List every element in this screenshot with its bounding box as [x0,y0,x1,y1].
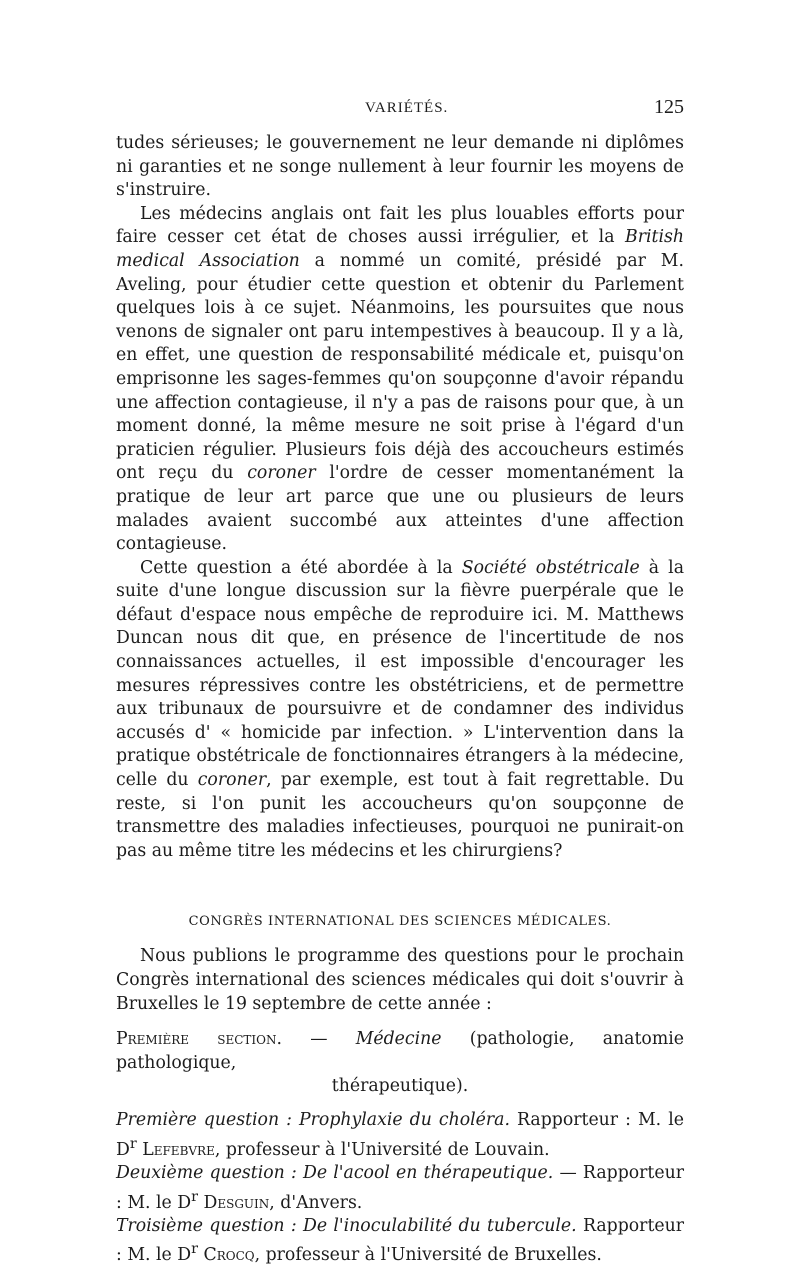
society-name: British medical Association [116,227,684,271]
coroner-term: coroner [197,770,267,791]
question-title: De l'inoculabilité du tubercule. [302,1215,577,1236]
page-header [116,96,684,132]
question-item: Deuxième question : De l'acool en thérapeutique. — Rapporteur : M. le $D^r$ Desguin, d'Anvers. [116,1162,684,1213]
section-label: Première section. [116,1029,282,1050]
congress-intro: Nous publions le programme des questions pour le prochain Congrès international des sciences médicales qui doit s'ouvrir à Bruxelles le 19 septembre de cette année : [116,946,684,1014]
page-number: 125 [654,96,684,118]
document-page [116,96,684,1268]
section-heading: CONGRÈS INTERNATIONAL DES SCIENCES MÉDICALES. [188,914,612,930]
coroner-term: coroner [247,463,316,484]
question-item: Première question : Prophylaxie du choléra. Rapporteur : M. le $D^r$ Lefebvre, professeur à l'Université de Louvain. [116,1109,684,1160]
rapporteur-name: Desguin [198,1192,270,1213]
section-subject-continued: thérapeutique). [331,1076,469,1097]
first-section-line: Première section. — Médecine (pathologie, anatomie pathologique, thérapeutique). [116,1028,684,1099]
rapporteur-name: Crocq [198,1245,255,1266]
paragraph-obstetric-society: Cette question a été abordée à la Société obstétricale à la suite d'une longue discussion sur la fièvre puerpérale que le défaut d'espace nous empêche de reproduire ici. M. Matthews Duncan nous dit que, en présence de l'incertitude de nos connaissances actuelles, il est impossible d'encourager les mesures répressives contre les obstétriciens, et de permettre aux tribunaux de poursuivre et de condamner des individus accusés d' « homicide par infection. » L'intervention dans la pratique obstétricale de fonctionnaires étrangers à la médecine, celle du coroner, par exemple, est tout à fait regrettable. Du reste, si l'on punit les accoucheurs qu'on soupçonne de transmettre des maladies infectieuses, pourquoi ne punirait-on pas au même titre les médecins et les chirurgiens? [116,557,684,861]
question-title: Prophylaxie du choléra. [299,1109,510,1130]
question-list [116,1109,684,1268]
paragraph-continued: tudes sérieuses; le gouvernement ne leur demande ni diplômes ni garanties et ne songe nullement à leur fournir les moyens de s'instruire. [116,133,684,201]
rapporteur-name: Lefebvre [136,1139,215,1160]
question-item: Troisième question : De l'inoculabilité du tubercule. Rapporteur : M. le $D^r$ Crocq, professeur à l'Université de Bruxelles. [116,1215,685,1266]
paragraph-british-association: Les médecins anglais ont fait les plus louables efforts pour faire cesser cet état de choses aussi irrégulier, et la British medical Association a nommé un comité, présidé par M. Aveling, pour étudier cette question et obtenir du Parlement quelques lois à ce sujet. Néanmoins, les poursuites que nous venons de signaler ont paru intempestives à beaucoup. Il y a là, en effet, une question de responsabilité médicale et, puisqu'on emprisonne les sages-femmes qu'on soupçonne d'avoir répandu une affection contagieuse, il n'y a pas de raisons pour que, à un moment donné, la même mesure ne soit prise à l'égard d'un praticien régulier. Plusieurs fois déjà des accoucheurs estimés ont reçu du coroner l'ordre de cesser momentanément la pratique de leur art parce que une ou plusieurs de leurs malades avaient succombé aux atteintes d'une affection contagieuse. [116,203,684,555]
question-title: De l'acool en thérapeutique. [303,1162,554,1183]
running-title: VARIÉTÉS. [365,100,449,116]
section-subject: Médecine [355,1029,442,1050]
society-name: Société obstétricale [461,557,640,578]
